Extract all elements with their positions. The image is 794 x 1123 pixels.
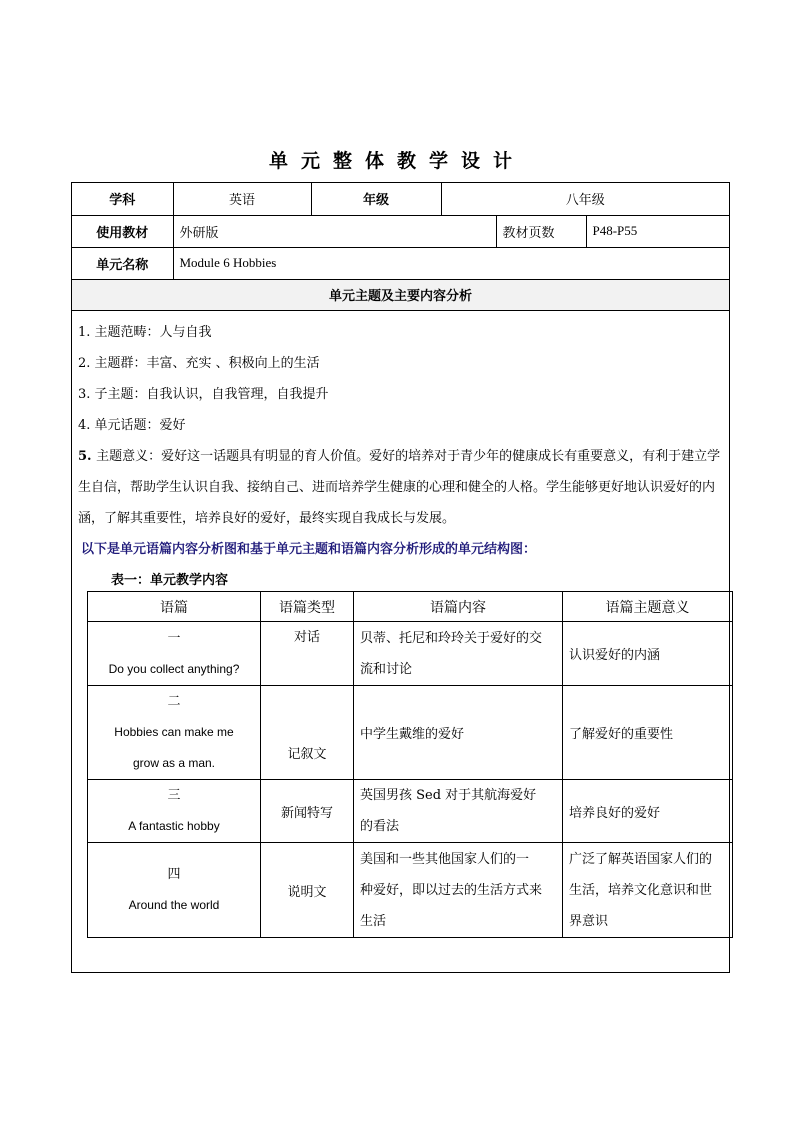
pages-label: 教材页数 [496, 215, 586, 247]
col-header-content: 语篇内容 [354, 592, 563, 622]
text-cell [88, 780, 261, 843]
topic-item-3: 3. 子主题：自我认识，自我管理，自我提升 [78, 386, 329, 402]
text-title: grow as a man. [132, 756, 216, 770]
text-title: A fantastic hobby [128, 819, 220, 833]
analysis-content [72, 311, 729, 596]
text-cell [88, 686, 261, 780]
text-number: 二 [167, 694, 181, 709]
meaning-cell: 培养良好的爱好 [563, 780, 733, 843]
table-row [88, 780, 733, 843]
table-row [88, 686, 733, 780]
teaching-content-table [87, 591, 733, 938]
meaning-line: 广泛了解英语国家人们的 [569, 851, 713, 867]
content-cell [354, 780, 563, 843]
document-title: 单元整体教学设计 [268, 150, 525, 172]
grade-label: 年级 [311, 183, 441, 215]
meaning-line: 生活，培养文化意识和世 [569, 882, 713, 898]
content-line: 生活 [360, 913, 387, 929]
content-cell [354, 622, 563, 686]
structure-note: 以下是单元语篇内容分析图和基于单元主题和语篇内容分析形成的单元结构图： [81, 541, 537, 557]
table-header-row [88, 592, 733, 622]
text-cell [88, 622, 261, 686]
subject-value: 英语 [173, 183, 311, 215]
topic-item-5 [78, 441, 723, 534]
type-cell: 说明文 [261, 843, 354, 938]
content-cell: 中学生戴维的爱好 [354, 686, 563, 780]
text-title: Do you collect anything? [108, 661, 240, 676]
content-line: 种爱好，即以过去的生活方式来 [360, 882, 543, 898]
col-header-text: 语篇 [88, 592, 261, 622]
text-number: 四 [167, 867, 181, 882]
type-cell: 对话 [261, 622, 354, 686]
unit-design-form [71, 182, 730, 973]
table-caption: 表一：单元教学内容 [111, 572, 229, 588]
topic-item-2: 2. 主题群：丰富、充实 、积极向上的生活 [78, 355, 320, 371]
meaning-line: 界意识 [569, 913, 609, 929]
table-row [88, 622, 733, 686]
text-number: 一 [167, 630, 181, 646]
text-title: Around the world [128, 898, 220, 912]
textbook-label: 使用教材 [72, 215, 173, 247]
table-row [88, 843, 733, 938]
content-line: 流和讨论 [360, 661, 413, 677]
type-cell: 记叙文 [261, 686, 354, 780]
topic-item-5-text: 主题意义：爱好这一话题具有明显的育人价值。爱好的培养对于青少年的健康成长有重要意义，有利于建立学生自信，帮助学生认识自我、接纳自己、进而培养学生健康的心理和健全的人格。学生能够更好地认识爱好的内涵，了解其重要性，培养良好的爱好，最终实现自我成长与发展。 [78, 448, 721, 526]
content-line: 英国男孩 Sed 对于其航海爱好 [360, 788, 537, 803]
content-line: 的看法 [360, 819, 400, 834]
subject-label: 学科 [72, 183, 173, 215]
content-cell [354, 843, 563, 938]
section-heading: 单元主题及主要内容分析 [72, 279, 729, 310]
topic-item-5-number: 5. [78, 448, 97, 464]
content-line: 美国和一些其他国家人们的一 [360, 851, 530, 867]
unit-value: Module 6 Hobbies [173, 247, 729, 279]
topic-item-4: 4. 单元话题：爱好 [78, 417, 186, 433]
meaning-cell [563, 843, 733, 938]
meaning-cell: 认识爱好的内涵 [563, 622, 733, 686]
textbook-value: 外研版 [173, 215, 496, 247]
content-line: 贝蒂、托尼和玲玲关于爱好的交 [360, 630, 543, 646]
text-cell [88, 843, 261, 938]
meaning-cell: 了解爱好的重要性 [563, 686, 733, 780]
text-title: Hobbies can make me [114, 725, 234, 739]
grade-value: 八年级 [441, 183, 729, 215]
text-number: 三 [167, 788, 181, 803]
topic-item-1: 1. 主题范畴：人与自我 [78, 324, 212, 340]
type-cell: 新闻特写 [261, 780, 354, 843]
header-table [72, 183, 729, 311]
unit-label: 单元名称 [72, 247, 173, 279]
col-header-meaning: 语篇主题意义 [563, 592, 733, 622]
col-header-type: 语篇类型 [261, 592, 354, 622]
pages-value: P48-P55 [586, 215, 729, 247]
